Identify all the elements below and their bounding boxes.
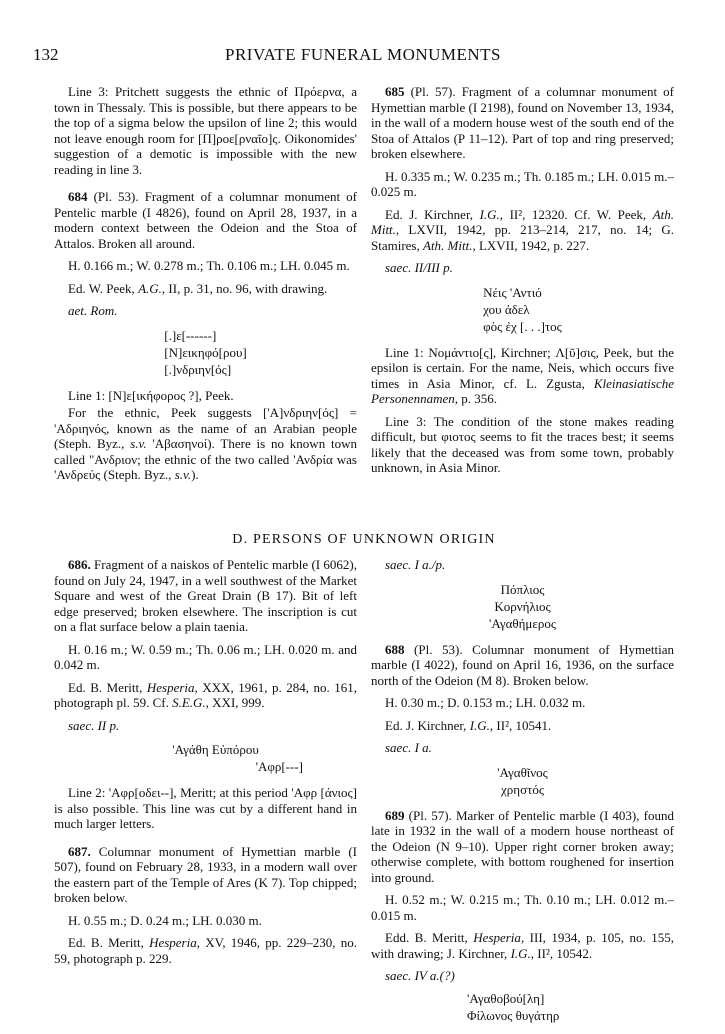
entry-685-line1-note: Line 1: Νομάντιο[ς], Kirchner; Λ[ῦ]σις, Peek, but the epsilon is certain. For the name, Neis, which occurs five times in Asia Minor, cf. L. Zgusta, Kleinasiatische Personennamen, p. 356. bbox=[371, 344, 674, 406]
entry-685-inscription bbox=[371, 284, 674, 335]
inscription-line: 'Αγάθη Εὐπόρου bbox=[172, 742, 259, 757]
entry-687-edition: Ed. B. Meritt, Hesperia, XV, 1946, pp. 229–230, no. 59, photograph p. 229. bbox=[54, 935, 357, 966]
entry-689-dimensions: H. 0.52 m.; W. 0.215 m.; Th. 0.10 m.; LH. 0.012 m.–0.015 m. bbox=[371, 892, 674, 923]
entry-688-description: 688 (Pl. 53). Columnar monument of Hymettian marble (I 4022), found on April 16, 1936, on the surface north of the Odeion (M 8). Broken below. bbox=[371, 641, 674, 688]
inscription-line: Νέις 'Αντιό bbox=[483, 284, 542, 300]
inscription-line: Φίλωνος θυγάτηρ bbox=[467, 1007, 560, 1023]
inscription-line: 'Αφρ[---] bbox=[255, 759, 303, 774]
entry-689-date: saec. IV a.(?) bbox=[385, 968, 455, 983]
entry-687-dimensions: H. 0.55 m.; D. 0.24 m.; LH. 0.030 m. bbox=[68, 912, 262, 928]
inscription-line: 'Αγαθοβού[λη] bbox=[467, 990, 545, 1006]
entry-686-date: saec. II p. bbox=[68, 717, 120, 733]
entry-687-description: 687. Columnar monument of Hymettian marble (I 507), found on February 28, 1933, in a modern wall over the eastern part of the Temple of Ares (K 7). Top chipped; broken below. bbox=[54, 843, 357, 905]
inscription-line: [Ν]εικηφό[ρου] bbox=[164, 344, 247, 360]
right-column-top bbox=[371, 84, 674, 483]
entry-688-date: saec. I a. bbox=[385, 740, 432, 755]
entry-685-edition: Ed. J. Kirchner, I.G., II², 12320. Cf. W. Peek, Ath. Mitt., LXVII, 1942, pp. 213–214, 217, no. 14; G. Stamires, Ath. Mitt., LXVII, 1942, p. 227. bbox=[371, 206, 675, 253]
entry-686-line2-note: Line 2: 'Αφρ[οδει--], Meritt; at this period 'Αφρ [άνιος] is also possible. This line was cut by a different hand in much larger letters. bbox=[54, 785, 357, 831]
entry-686-inscription bbox=[54, 741, 357, 775]
entry-686-description: 686. Fragment of a naiskos of Pentelic marble (I 6062), found on July 24, 1947, in a well southwest of the Market Square and west of the Great Drain (B 17). Bit of left edge preserved; broken elsewhere. The inscription is cut on a flat surface below a plain taenia. bbox=[54, 557, 357, 634]
left-column-bottom bbox=[54, 557, 357, 973]
line3-note: Line 3: Pritchett suggests the ethnic of Πρόερνα, a town in Thessaly. This is possible, but there appears to be the top of a sigma below the upsilon of line 2; this would not leave enough room for [Π]ροε[ρναῖο]ς. Oikonomides' suggestion of a demotic is impossible with the new reading in line 3. bbox=[54, 84, 357, 177]
entry-685-description: 685 (Pl. 57). Fragment of a columnar monument of Hymettian marble (I 2198), found on November 13, 1934, in the wall of a modern house west of the south end of the Stoa of Attalos (P 11–12). Part of top and ring preserved; broken elsewhere. bbox=[371, 84, 674, 161]
page-number: 132 bbox=[33, 45, 59, 64]
inscription-line: [.]νδριην[ός] bbox=[164, 361, 232, 377]
entry-688-dimensions: H. 0.30 m.; D. 0.153 m.; LH. 0.032 m. bbox=[385, 695, 586, 710]
entry-686-number: 686. bbox=[68, 557, 91, 572]
entry-684-line1-note: Line 1: [Ν]ε[ικήφορος ?], Peek. bbox=[68, 387, 234, 403]
inscription-line: Κορνήλιος bbox=[494, 598, 551, 614]
entry-684-number: 684 bbox=[68, 189, 88, 204]
entry-684-date: aet. Rom. bbox=[68, 303, 118, 318]
entry-688-edition: Ed. J. Kirchner, I.G., II², 10541. bbox=[385, 717, 552, 733]
entry-687-inscription bbox=[371, 581, 674, 632]
entry-687-date: saec. I a./p. bbox=[385, 557, 446, 572]
right-column-bottom bbox=[371, 557, 674, 1034]
entry-686-dimensions: H. 0.16 m.; W. 0.59 m.; Th. 0.06 m.; LH. 0.020 m. and 0.042 m. bbox=[54, 641, 357, 672]
left-column-top bbox=[54, 84, 357, 490]
entry-684-ethnic-note: For the ethnic, Peek suggests ['Α]νδριην[ός] = 'Αδριηνός, known as the name of an Arabian people (Steph. Byz., s.v. 'Αβασηνοί). There is no known town called "Ανδριον; the ethnic of the two called 'Ανδρία was 'Ανδρεύς (Steph. Byz., s.v.). bbox=[54, 405, 357, 482]
entry-684-description: 684 (Pl. 53). Fragment of a columnar monument of Pentelic marble (I 4826), found on April 28, 1937, in a modern context between the Odeion and the Stoa of Attalos. Broken all around. bbox=[54, 189, 357, 251]
entry-684-dimensions: H. 0.166 m.; W. 0.278 m.; Th. 0.106 m.; LH. 0.045 m. bbox=[68, 258, 350, 273]
entry-684-edition: Ed. W. Peek, A.G., II, p. 31, no. 96, with drawing. bbox=[68, 280, 328, 296]
entry-689-inscription bbox=[371, 990, 674, 1024]
entry-685-dimensions: H. 0.335 m.; W. 0.235 m.; Th. 0.185 m.; LH. 0.015 m.–0.025 m. bbox=[371, 168, 674, 199]
section-heading: D. PERSONS OF UNKNOWN ORIGIN bbox=[232, 532, 496, 547]
inscription-line: χου ἀδελ bbox=[483, 301, 530, 317]
running-header bbox=[33, 45, 693, 69]
inscription-line: [.]ε[------] bbox=[164, 327, 217, 343]
entry-688-inscription bbox=[371, 764, 674, 798]
inscription-line: 'Αγαθῖνος bbox=[497, 764, 548, 780]
inscription-line: 'Αγαθήμερος bbox=[489, 615, 556, 631]
entry-684-inscription bbox=[54, 327, 357, 378]
entry-685-line3-note: Line 3: The condition of the stone makes reading difficult, but φιοτος seems to fit the traces best; it seems likely that the deceased was from some town, probably unknown, in Asia Minor. bbox=[371, 413, 674, 475]
entry-685-number: 685 bbox=[385, 84, 405, 99]
entry-687-number: 687. bbox=[68, 843, 91, 859]
running-title: PRIVATE FUNERAL MONUMENTS bbox=[224, 45, 502, 64]
entry-689-description: 689 (Pl. 57). Marker of Pentelic marble (I 403), found late in 1932 in the wall of a modern house northeast of the Odeion (N 9–10). Upper right corner broken away; otherwise complete, with bottom roughened for insertion into ground. bbox=[371, 807, 674, 885]
entry-689-edition: Edd. B. Meritt, Hesperia, III, 1934, p. 105, no. 155, with drawing; J. Kirchner, I.G., II², 10542. bbox=[371, 930, 674, 961]
inscription-line: φὸς ἐχ [. . .]τος bbox=[483, 318, 562, 334]
entry-685-date: saec. II/III p. bbox=[385, 260, 453, 275]
entry-686-edition: Ed. B. Meritt, Hesperia, XXX, 1961, p. 284, no. 161, photograph pl. 59. Cf. S.E.G., XXI, 999. bbox=[54, 679, 357, 710]
entry-689-number: 689 bbox=[385, 807, 405, 823]
inscription-line: χρηστός bbox=[501, 781, 544, 797]
inscription-line: Πόπλιος bbox=[500, 581, 545, 597]
entry-688-number: 688 bbox=[385, 641, 405, 657]
